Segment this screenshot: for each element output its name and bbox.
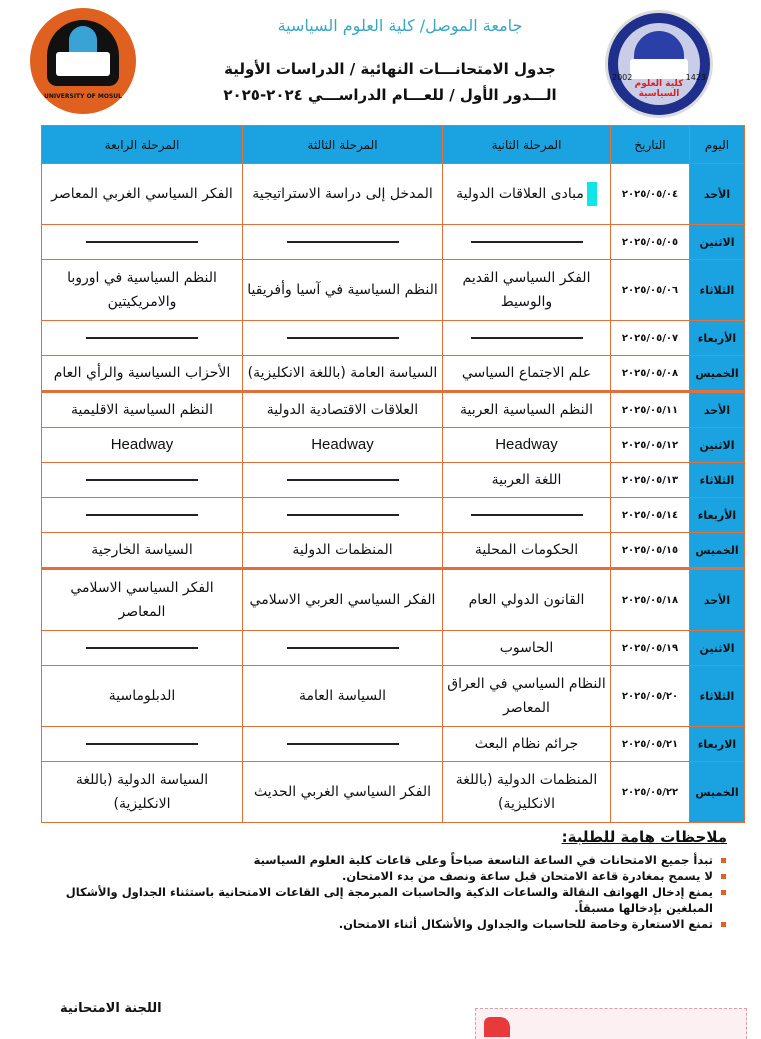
cell-day-text: الأربعاء <box>697 508 737 522</box>
table-row <box>42 463 745 498</box>
cell-stage4-text: الدبلوماسية <box>108 688 176 704</box>
cell-day-text: الثلاثاء <box>699 689 735 703</box>
no-exam-dash <box>287 337 399 339</box>
cell-day <box>690 666 745 727</box>
cell-stage3 <box>243 463 443 498</box>
table-row <box>42 392 745 428</box>
cell-stage2 <box>443 356 611 392</box>
cell-stage3 <box>243 727 443 762</box>
cell-date-text: ٢٠٢٥/٠٥/٠٧ <box>621 332 679 344</box>
cell-day-text: الاثنين <box>699 235 735 249</box>
cell-date <box>611 428 690 463</box>
cell-stage2-text: جرائم نظام البعث <box>474 736 579 752</box>
open-book-icon <box>56 52 110 76</box>
no-exam-dash <box>471 337 583 339</box>
cell-stage2 <box>443 498 611 533</box>
cell-stage3-text: المدخل إلى دراسة الاستراتيجية <box>252 186 433 202</box>
cell-stage2 <box>443 533 611 569</box>
cell-stage3-text: Headway <box>311 436 374 453</box>
cell-date <box>611 164 690 225</box>
cell-stage4-text: الفكر السياسي الغربي المعاصر <box>51 186 233 202</box>
cell-stage4-text: النظم السياسية في اوروبا والامريكيتين <box>67 270 217 310</box>
cell-date <box>611 569 690 631</box>
cell-stage3 <box>243 569 443 631</box>
table-row <box>42 498 745 533</box>
cell-date-text: ٢٠٢٥/٠٥/٠٦ <box>621 284 679 296</box>
cell-day-text: الاربعاء <box>697 737 737 751</box>
university-of-mosul-logo <box>30 8 136 114</box>
cell-date-text: ٢٠٢٥/٠٥/٢٢ <box>621 786 679 798</box>
table-body <box>42 164 745 823</box>
cell-date <box>611 356 690 392</box>
cell-date <box>611 392 690 428</box>
cell-stage3-text: المنظمات الدولية <box>292 542 393 558</box>
cell-stage4 <box>42 428 243 463</box>
cell-stage2-text: الحكومات المحلية <box>474 542 579 558</box>
table-row <box>42 762 745 823</box>
note-item: يمنع إدخال الهواتف النقالة والساعات الذكية والحاسبات المبرمجة إلى القاعات الامتحانية باستثناء الجداول والأشكال المبلغين بإدخالها مسبقاً. <box>31 884 713 916</box>
cell-date-text: ٢٠٢٥/٠٥/٠٤ <box>621 188 679 200</box>
cell-stage3-text: النظم السياسية في آسيا وأفريقيا <box>247 282 438 298</box>
cell-stage2-text: القانون الدولي العام <box>468 592 585 608</box>
cell-stage4 <box>42 260 243 321</box>
cell-day-text: الثلاثاء <box>699 283 735 297</box>
no-exam-dash <box>86 514 198 516</box>
table-header-row <box>42 126 745 164</box>
cell-stage4-text: Headway <box>110 436 174 453</box>
no-exam-dash <box>471 241 583 243</box>
cell-stage4-text: السياسة الخارجية <box>91 542 193 558</box>
cell-date <box>611 666 690 727</box>
cell-stage2-text: النظم السياسية العربية <box>460 402 593 418</box>
cell-stage2 <box>443 260 611 321</box>
column-header-date: التاريخ <box>611 126 690 164</box>
cell-day-text: الاثنين <box>699 641 735 655</box>
college-of-political-science-logo <box>605 10 713 118</box>
cell-day <box>690 356 745 392</box>
cell-stage3 <box>243 164 443 225</box>
open-book-icon <box>630 59 688 79</box>
cell-stage4-text: النظم السياسية الاقليمية <box>71 402 213 418</box>
cell-stage4 <box>42 164 243 225</box>
cell-stage2 <box>443 428 611 463</box>
table-row <box>42 631 745 666</box>
table-row <box>42 533 745 569</box>
logo-caption: UNIVERSITY OF MOSUL <box>44 93 122 100</box>
notes-list <box>31 852 731 932</box>
no-exam-dash <box>86 743 198 745</box>
cell-stage3-text: الفكر السياسي العربي الاسلامي <box>249 592 436 608</box>
cell-day-text: الأحد <box>703 593 731 607</box>
table-row <box>42 428 745 463</box>
cell-stage2 <box>443 321 611 356</box>
no-exam-dash <box>86 241 198 243</box>
cell-date-text: ٢٠٢٥/٠٥/٢١ <box>621 738 679 750</box>
cell-date-text: ٢٠٢٥/٠٥/٠٥ <box>621 236 679 248</box>
cell-day <box>690 533 745 569</box>
cell-stage4-text: الفكر السياسي الاسلامي المعاصر <box>70 580 214 620</box>
cell-stage2 <box>443 631 611 666</box>
cell-stage3-text: السياسة العامة <box>298 688 386 704</box>
cell-stage2 <box>443 666 611 727</box>
cell-stage2-text: الحاسوب <box>499 640 554 656</box>
cell-stage4-text: السياسة الدولية (باللغة الانكليزية) <box>75 772 209 812</box>
cell-stage3 <box>243 666 443 727</box>
cell-date <box>611 727 690 762</box>
cell-stage2-text: مبادى العلاقات الدولية <box>456 186 584 202</box>
cell-stage4 <box>42 631 243 666</box>
seal-icon <box>484 1017 510 1037</box>
cell-day-text: الأربعاء <box>697 331 737 345</box>
cell-date-text: ٢٠٢٥/٠٥/١٢ <box>621 439 679 451</box>
cell-day <box>690 392 745 428</box>
cell-date-text: ٢٠٢٥/٠٥/١١ <box>621 404 679 416</box>
cell-stage3 <box>243 392 443 428</box>
cell-stage2 <box>443 569 611 631</box>
cell-date-text: ٢٠٢٥/٠٥/١٥ <box>621 544 679 556</box>
cell-stage2-text: الفكر السياسي القديم والوسيط <box>462 270 591 310</box>
cell-stage4 <box>42 356 243 392</box>
cell-day-text: الأحد <box>703 403 731 417</box>
cell-stage2-text: النظام السياسي في العراق المعاصر <box>447 676 606 716</box>
cell-stage3 <box>243 321 443 356</box>
cell-day <box>690 428 745 463</box>
cell-day <box>690 321 745 356</box>
cell-stage2 <box>443 463 611 498</box>
no-exam-dash <box>287 647 399 649</box>
column-header-stage2: المرحلة الثانية <box>443 126 611 164</box>
table-row <box>42 225 745 260</box>
cell-stage2 <box>443 164 611 225</box>
table-row <box>42 260 745 321</box>
cell-date-text: ٢٠٢٥/٠٥/١٨ <box>621 594 679 606</box>
exam-schedule-table <box>41 125 745 823</box>
cell-stage2 <box>443 762 611 823</box>
cell-stage4 <box>42 762 243 823</box>
cell-stage4 <box>42 463 243 498</box>
cell-stage2 <box>443 225 611 260</box>
logo-year-left: 2002 <box>612 73 633 82</box>
cell-day <box>690 225 745 260</box>
page-subtitle: الـــدور الأول / للعـــام الدراســـي ٢٠٢٤-٢٠٢٥ <box>223 86 557 104</box>
cell-stage2-text: اللغة العربية <box>491 472 562 488</box>
cell-stage3 <box>243 762 443 823</box>
cell-stage3-text: العلاقات الاقتصادية الدولية <box>266 402 419 418</box>
cell-stage4 <box>42 533 243 569</box>
cell-date <box>611 498 690 533</box>
cell-date <box>611 321 690 356</box>
cell-stage2 <box>443 392 611 428</box>
column-header-stage3: المرحلة الثالثة <box>243 126 443 164</box>
cell-day <box>690 762 745 823</box>
cell-stage3 <box>243 533 443 569</box>
cell-day <box>690 164 745 225</box>
cell-stage3 <box>243 260 443 321</box>
cell-day-text: الخميس <box>695 543 739 557</box>
cell-day <box>690 463 745 498</box>
logo-caption: كلية العلوم السياسية <box>634 79 684 99</box>
cell-date-text: ٢٠٢٥/٠٥/٠٨ <box>621 367 679 379</box>
cell-stage2-text: علم الاجتماع السياسي <box>461 365 592 381</box>
cell-stage4 <box>42 392 243 428</box>
no-exam-dash <box>287 479 399 481</box>
notes-title: ملاحظات هامة للطلبة: <box>561 828 727 846</box>
cell-day-text: الخميس <box>695 785 739 799</box>
cell-stage3 <box>243 428 443 463</box>
column-header-day: اليوم <box>690 126 745 164</box>
notes-section <box>31 828 731 932</box>
cell-stage3 <box>243 356 443 392</box>
cell-stage2-text: المنظمات الدولية (باللغة الانكليزية) <box>455 772 598 812</box>
cell-date-text: ٢٠٢٥/٠٥/٢٠ <box>621 690 679 702</box>
column-header-stage4: المرحلة الرابعة <box>42 126 243 164</box>
cell-stage2-text: Headway <box>495 436 558 453</box>
cell-date <box>611 260 690 321</box>
logo-year-right: 1423 <box>685 73 706 82</box>
page-title: جدول الامتحانـــات النهائية / الدراسات الأولية <box>224 60 556 78</box>
note-item: تمنع الاستعارة وخاصة للحاسبات والجداول والأشكال أثناء الامتحان. <box>31 916 713 932</box>
no-exam-dash <box>86 647 198 649</box>
cell-stage4 <box>42 498 243 533</box>
cell-day <box>690 631 745 666</box>
no-exam-dash <box>86 337 198 339</box>
cell-stage4 <box>42 727 243 762</box>
table-row <box>42 727 745 762</box>
cell-date <box>611 762 690 823</box>
cell-stage3 <box>243 225 443 260</box>
cell-stage4-text: الأحزاب السياسية والرأي العام <box>53 365 231 381</box>
table-row <box>42 321 745 356</box>
no-exam-dash <box>287 241 399 243</box>
cell-stage3 <box>243 631 443 666</box>
cell-day <box>690 569 745 631</box>
cell-stage4 <box>42 569 243 631</box>
cell-date-text: ٢٠٢٥/٠٥/١٤ <box>621 509 679 521</box>
cell-date <box>611 631 690 666</box>
cell-stage4 <box>42 321 243 356</box>
cell-date-text: ٢٠٢٥/٠٥/١٣ <box>621 474 679 486</box>
table-row <box>42 569 745 631</box>
note-item: لا يسمح بمغادرة قاعة الامتحان قبل ساعة ونصف من بدء الامتحان. <box>31 868 713 884</box>
no-exam-dash <box>86 479 198 481</box>
cell-stage4 <box>42 666 243 727</box>
cell-day-text: الخميس <box>695 366 739 380</box>
cell-stage3 <box>243 498 443 533</box>
no-exam-dash <box>287 514 399 516</box>
note-item: تبدأ جميع الامتحانات في الساعة التاسعة صباحاً وعلى قاعات كلية العلوم السياسية <box>31 852 713 868</box>
no-exam-dash <box>471 514 583 516</box>
cell-day-text: الثلاثاء <box>699 473 735 487</box>
cell-date <box>611 463 690 498</box>
text-cursor-highlight <box>587 182 597 206</box>
table-row <box>42 356 745 392</box>
cell-day-text: الاثنين <box>699 438 735 452</box>
table-row <box>42 164 745 225</box>
table-row <box>42 666 745 727</box>
cell-stage2 <box>443 727 611 762</box>
cell-day <box>690 498 745 533</box>
cell-day <box>690 727 745 762</box>
cell-day <box>690 260 745 321</box>
university-line: جامعة الموصل/ كلية العلوم السياسية <box>277 16 523 35</box>
cell-day-text: الأحد <box>703 187 731 201</box>
no-exam-dash <box>287 743 399 745</box>
cell-date <box>611 533 690 569</box>
cell-stage3-text: السياسة العامة (باللغة الانكليزية) <box>247 365 438 381</box>
cell-stage3-text: الفكر السياسي الغربي الحديث <box>254 784 431 800</box>
cell-date <box>611 225 690 260</box>
cell-date-text: ٢٠٢٥/٠٥/١٩ <box>621 642 679 654</box>
cell-stage4 <box>42 225 243 260</box>
exam-committee-signature: اللجنة الامتحانية <box>60 1001 162 1016</box>
